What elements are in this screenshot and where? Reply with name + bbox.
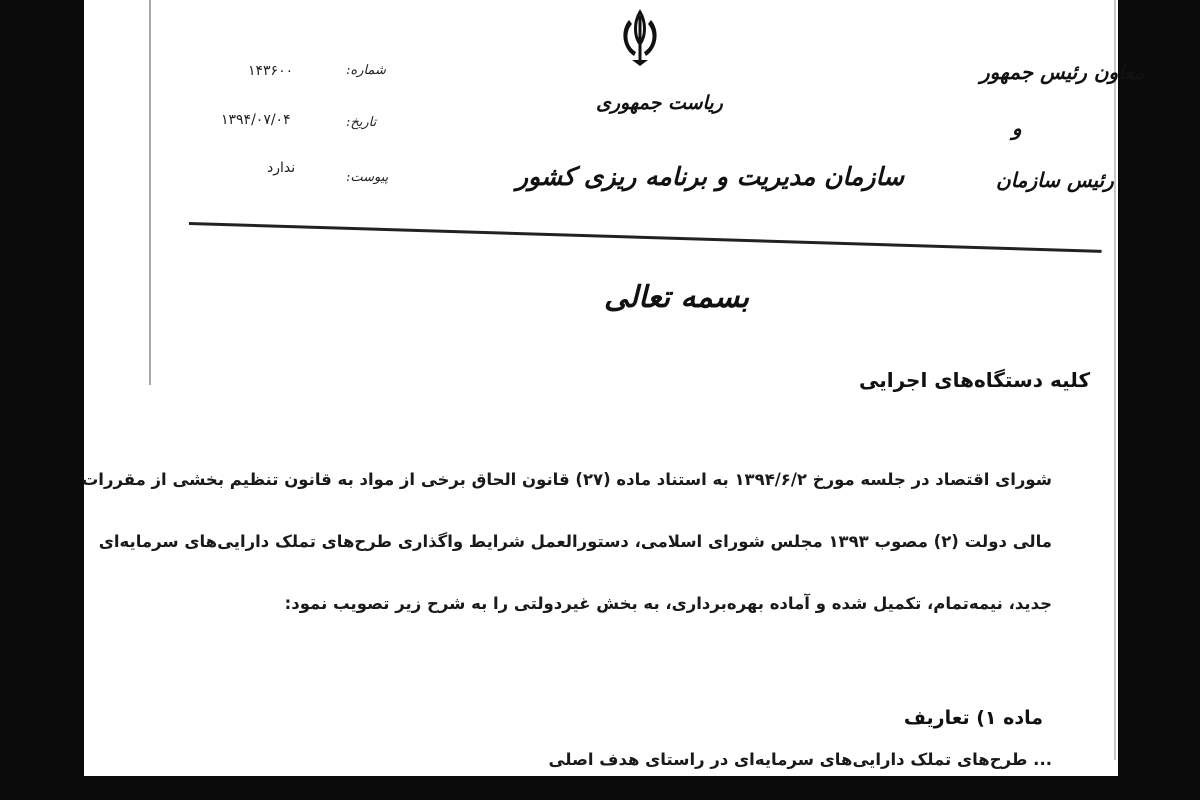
basmala: بسمه تعالی <box>604 280 750 315</box>
date-label: تاریخ: <box>346 115 377 130</box>
paragraph-line-2: مالی دولت (۲) مصوب ۱۳۹۳ مجلس شورای اسلامی، دستورالعمل شرایط واگذاری طرح‌های تملک دارایی‌های سرمایه‌ای <box>98 532 1052 551</box>
cut-off-text-line: ... طرح‌های تملک دارایی‌های سرمایه‌ای در راستای هدف اصلی <box>548 750 1052 769</box>
addressee: کلیه دستگاه‌های اجرایی <box>859 368 1091 392</box>
page-edge <box>1114 0 1116 760</box>
paragraph-line-1: شورای اقتصاد در جلسه مورخ ۱۳۹۴/۶/۲ به استناد ماده (۲۷) قانون الحاق برخی از مواد به قانون تنظیم بخشی از مقررات <box>81 470 1052 489</box>
paragraph-line-3: جدید، نیمه‌تمام، تکمیل شده و آماده بهره‌برداری، به بخش غیردولتی را به شرح زیر تصویب نمود: <box>284 594 1052 613</box>
document-page <box>81 0 1145 776</box>
head-of-organization-title: رئیس سازمان <box>996 168 1114 192</box>
bottom-margin <box>0 776 1200 800</box>
attachment-value: ندارد <box>267 160 296 176</box>
number-value: ۱۴۳۶۰۰ <box>248 63 294 79</box>
article-heading: ماده ۱) تعاریف <box>903 707 1043 729</box>
attachment-label: پیوست: <box>346 170 389 185</box>
iran-emblem-icon <box>614 8 666 68</box>
number-label: شماره: <box>346 63 386 78</box>
vice-president-title: معاون رئیس جمهور <box>980 60 1145 84</box>
presidency-title: ریاست جمهوری <box>596 92 723 114</box>
fold-line <box>149 0 151 385</box>
header-divider <box>189 222 1102 253</box>
conjunction: و <box>1012 116 1022 140</box>
organization-name: سازمان مدیریت و برنامه ریزی کشور <box>516 162 905 191</box>
date-value: ۱۳۹۴/۰۷/۰۴ <box>221 112 291 128</box>
